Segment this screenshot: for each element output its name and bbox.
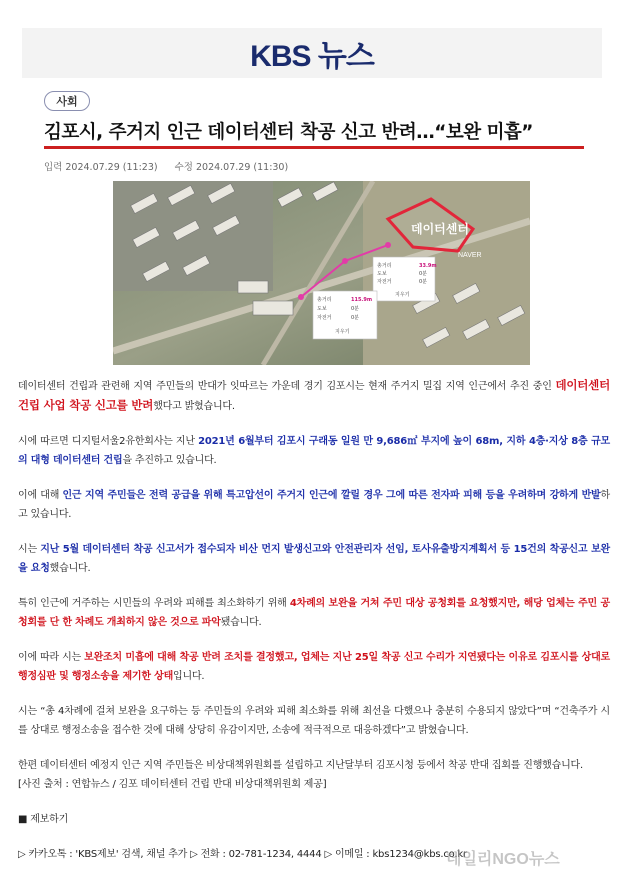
paragraph-1: 데이터센터 건립과 관련해 지역 주민들의 반대가 잇따르는 가운데 경기 김포시는 현재 주거지 밀집 지역 인근에서 추진 중인 데이터센터 건립 사업 착공 신고를 반려했다고 밝혔습니다. xyxy=(18,378,610,412)
svg-text:0분: 0분 xyxy=(351,306,360,312)
svg-text:자전거: 자전거 xyxy=(377,279,392,285)
svg-text:자전거: 자전거 xyxy=(317,315,332,321)
svg-text:총거리: 총거리 xyxy=(377,263,392,269)
svg-text:도보: 도보 xyxy=(377,271,387,277)
distance-box-2 xyxy=(313,291,377,339)
distance-box-1 xyxy=(373,257,437,301)
paragraph-2: 시에 따르면 디지털서울2유한회사는 지난 2021년 6월부터 김포시 구래동 일원 만 9,686㎡ 부지에 높이 68m, 지하 4층·지상 8층 규모의 대형 데이터센터 건립을 추진하고 있습니다. xyxy=(18,436,610,466)
daily-ngo-watermark: 데일리NGO뉴스 xyxy=(446,851,560,868)
svg-text:지우기: 지우기 xyxy=(395,292,410,298)
paragraph-6: 이에 따라 시는 보완조치 미흡에 대해 착공 반려 조치를 결정했고, 업체는 지난 25일 착공 신고 수리가 지연됐다는 이유로 김포시를 상대로 행정심판 및 행정소송을 제기한 상태입니다. xyxy=(18,652,610,682)
svg-text:총거리: 총거리 xyxy=(317,297,332,303)
photo-source: [사진 출처 : 연합뉴스 / 김포 데이터센터 건립 반대 비상대책위원회 제공] xyxy=(18,779,327,790)
article-body xyxy=(18,376,610,880)
paragraph-8: 한편 데이터센터 예정지 인근 지역 주민들은 비상대책위원회를 설립하고 지난달부터 김포시청 등에서 착공 반대 집회를 진행했습니다. xyxy=(18,760,583,771)
report-contacts[interactable]: ▷ 카카오톡 : 'KBS제보' 검색, 채널 추가 ▷ 전화 : 02-781-1234, 4444 ▷ 이메일 : kbs1234@kbs.co.kr xyxy=(18,849,467,860)
category-badge[interactable]: 사회 xyxy=(44,91,90,111)
input-date: 입력 2024.07.29 (11:23) xyxy=(44,162,158,173)
title-divider xyxy=(44,146,584,149)
article-title: 김포시, 주거지 인근 데이터센터 착공 신고 반려…“보완 미흡” xyxy=(44,122,533,143)
distance-value-2: 115.9m xyxy=(351,297,373,303)
naver-map-mark: NAVER xyxy=(458,252,482,259)
paragraph-4: 시는 지난 5월 데이터센터 착공 신고서가 접수되자 비산 먼지 발생신고와 안전관리자 선임, 토사유출방지계획서 등 15건의 착공신고 보완을 요청했습니다. xyxy=(18,544,610,574)
modified-date: 수정 2024.07.29 (11:30) xyxy=(174,162,289,173)
svg-text:0분: 0분 xyxy=(419,279,428,285)
distance-value-1: 33.9m xyxy=(419,263,437,269)
paragraph-3: 이에 대해 인근 지역 주민들은 전력 공급을 위해 특고압선이 주거지 인근에 깔릴 경우 그에 따른 전자파 피해 등을 우려하며 강하게 반발하고 있습니다. xyxy=(18,490,610,520)
paragraph-7: 시는 “총 4차례에 걸쳐 보완을 요구하는 등 주민들의 우려와 피해 최소화를 위해 최선을 다했으나 충분히 수용되지 않았다”며 “건축주가 시를 상대로 행정소송을 접수한 것에 대해 상당히 유감이지만, 소송에 적극적으로 대응하겠다”고 밝혔습니다. xyxy=(18,706,610,736)
article-photo xyxy=(113,181,530,365)
header-banner xyxy=(22,28,602,78)
svg-text:0분: 0분 xyxy=(351,315,360,321)
svg-text:0분: 0분 xyxy=(419,271,428,277)
svg-text:지우기: 지우기 xyxy=(335,329,350,335)
article-dates xyxy=(44,159,288,173)
datacenter-map-label: 데이터센터 xyxy=(411,222,469,236)
report-heading: ■ 제보하기 xyxy=(18,814,69,825)
paragraph-5: 특히 인근에 거주하는 시민들의 우려와 피해를 최소화하기 위해 4차례의 보완을 거쳐 주민 대상 공청회를 요청했지만, 해당 업체는 주민 공청회를 단 한 차례도 개최하지 않은 것으로 파악됐습니다. xyxy=(18,598,610,628)
kbs-news-logo[interactable]: KBS 뉴스 xyxy=(250,40,374,73)
svg-text:도보: 도보 xyxy=(317,306,327,312)
